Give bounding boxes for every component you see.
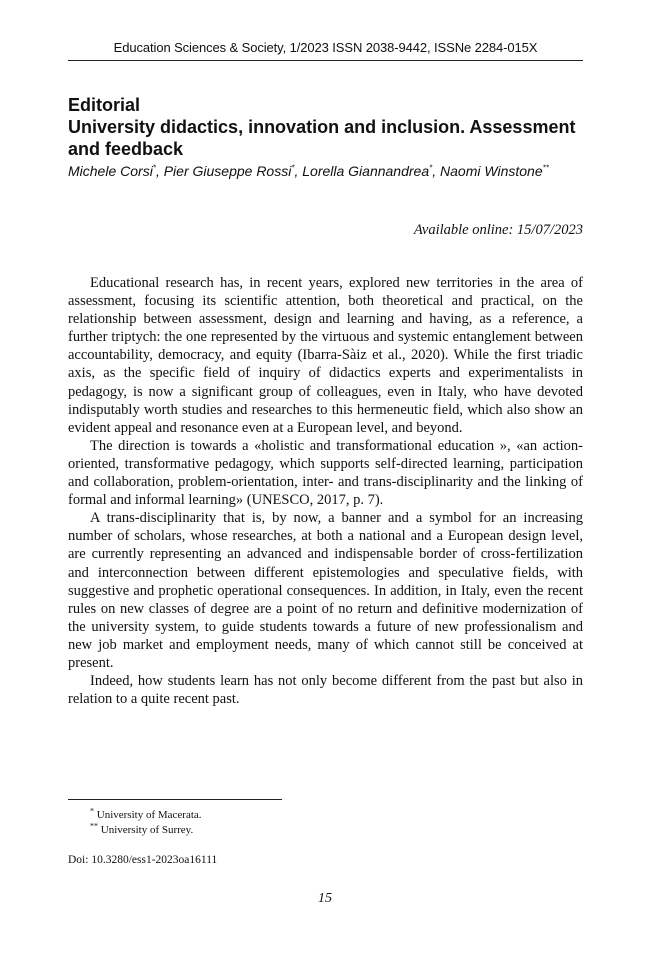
author-separator: , bbox=[294, 163, 303, 179]
page-number: 15 bbox=[318, 891, 332, 906]
footnote-text: University of Macerata. bbox=[96, 809, 202, 821]
author-name: Lorella Giannandrea bbox=[302, 163, 430, 179]
footnotes bbox=[90, 808, 560, 838]
affiliation-mark: * bbox=[291, 163, 295, 173]
body-paragraph: A trans-disciplinarity that is, by now, a banner and a symbol for an increasing number of scholars, whose researches, at both a national and a European design level, are currently representing an advanced and indispensable border of cross-fertilization and interconnection between different epistemologies and speculative fields, with suggestive and prophetic operational consequences. In addition, in Italy, even the recent rules on new classes of degree are a point of no return and definitive modernization of the university system, to guide students towards a future of new professionalism and new job market and employment needs, many of which cannot still be conceived at present. bbox=[68, 510, 583, 671]
article-type: Editorial bbox=[68, 95, 141, 115]
article-body bbox=[68, 274, 583, 708]
title-block bbox=[68, 94, 583, 180]
running-head: Education Sciences & Society, 1/2023 ISSN 2038-9442, ISSNe 2284-015X bbox=[113, 40, 538, 55]
footnote bbox=[90, 823, 560, 838]
author-separator: , bbox=[432, 163, 441, 179]
body-paragraph: Educational research has, in recent years, explored new territories in the area of assessment, focusing its scientific attention, both theoretical and practical, on the relationship between assessment, design and learning and having, as a reference, a further triptych: the one represented by the virtuous and systemic entanglement between accountability, democracy, and equity (Ibarra-Sàiz et al., 2020). While the first triadic axis, as the specific field of inquiry of didactics experts and experimentalists in pedagogy, is now a significant group of colleagues, even in Italy, who have devoted indisputably worth studies and researches to this hermeneutic field, which also show an evident appeal and resonance even at a European level, and beyond. bbox=[68, 275, 583, 436]
author-name: Michele Corsi bbox=[68, 163, 153, 179]
doi: Doi: 10.3280/ess1-2023oa16111 bbox=[68, 854, 218, 866]
affiliation-mark: * bbox=[429, 163, 433, 173]
available-online-date: Available online: 15/07/2023 bbox=[413, 222, 583, 238]
body-paragraph: The direction is towards a «holistic and transformational education », «an action-oriented, transformative pedagogy, which supports self-directed learning, participation and collaboration, problem-orientation, inter- and trans-disciplinarity and the linking of formal and informal learning» (UNESCO, 2017, p. 7). bbox=[68, 437, 583, 509]
author-separator: , bbox=[155, 163, 164, 179]
footnote-mark: ** bbox=[90, 821, 98, 831]
footnote bbox=[90, 808, 560, 823]
footnote-mark: * bbox=[90, 806, 94, 816]
footnote-rule bbox=[68, 799, 282, 800]
header-rule bbox=[68, 60, 583, 61]
body-paragraph: Indeed, how students learn has not only become different from the past but also in relation to a quite recent past. bbox=[68, 673, 583, 708]
author-name: Naomi Winstone bbox=[440, 163, 543, 179]
author-name: Pier Giuseppe Rossi bbox=[163, 163, 292, 179]
author-list bbox=[68, 162, 583, 180]
article-title: University didactics, innovation and inclusion. Assessment and feedback bbox=[68, 117, 576, 159]
affiliation-mark: ** bbox=[542, 163, 549, 173]
affiliation-mark: * bbox=[152, 163, 156, 173]
footnote-text: University of Surrey. bbox=[100, 824, 194, 836]
